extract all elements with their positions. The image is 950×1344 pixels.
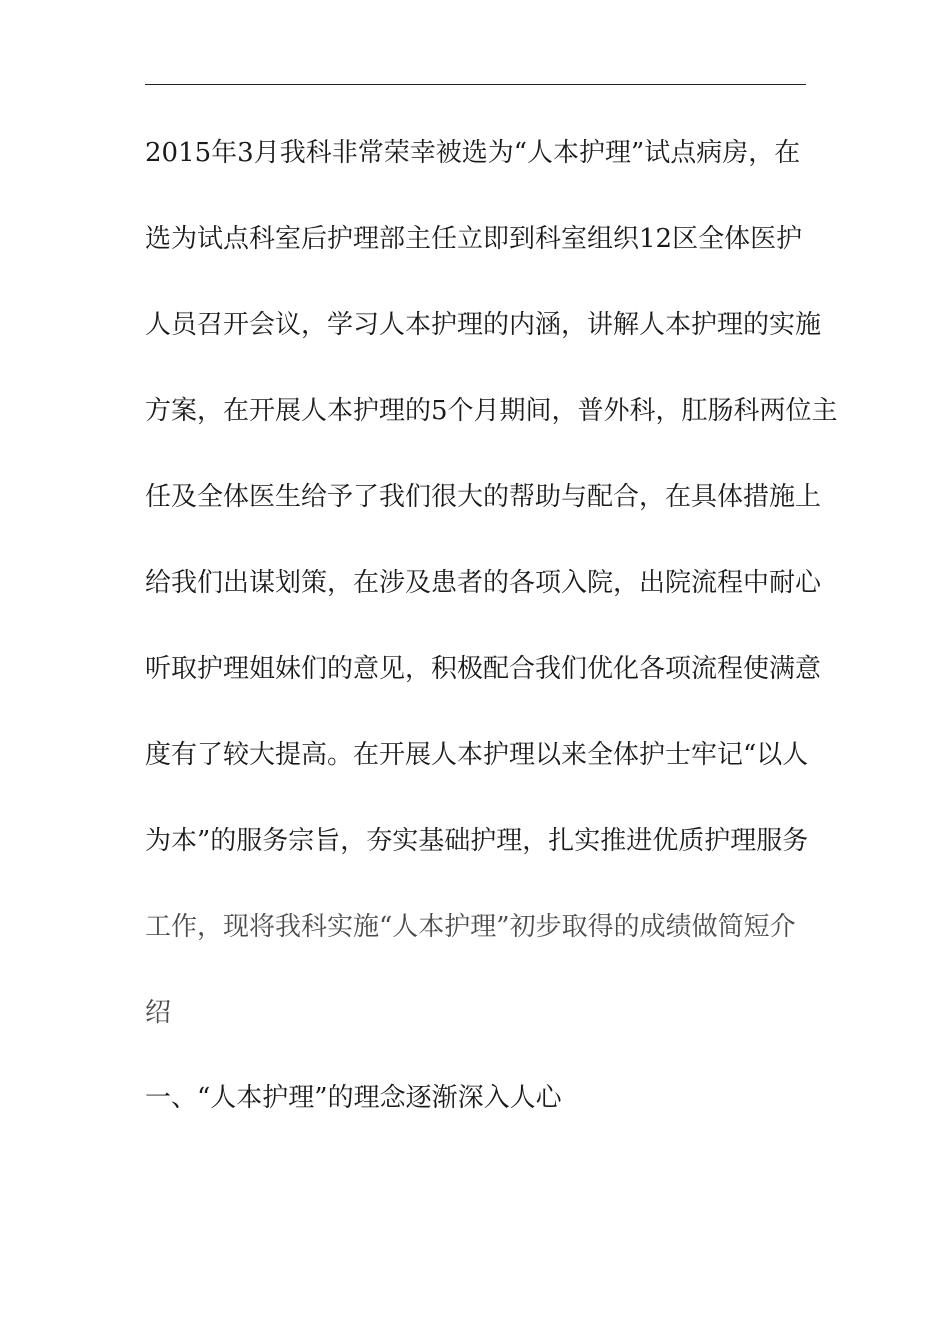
paragraph-line: 绍 bbox=[145, 998, 172, 1028]
paragraph-line: 选为试点科室后护理部主任立即到科室组织12区全体医护 bbox=[145, 224, 803, 254]
paragraph-line: 方案，在开展人本护理的5个月期间，普外科，肛肠科两位主 bbox=[145, 396, 838, 426]
paragraph-line: 给我们出谋划策，在涉及患者的各项入院，出院流程中耐心 bbox=[145, 568, 822, 598]
section-heading: 一、“人本护理”的理念逐渐深入人心 bbox=[145, 1083, 562, 1113]
paragraph-line: 人员召开会议，学习人本护理的内涵，讲解人本护理的实施 bbox=[145, 310, 822, 340]
header-rule bbox=[145, 84, 806, 85]
paragraph-line: 度有了较大提高。在开展人本护理以来全体护士牢记“以人 bbox=[145, 740, 809, 770]
paragraph-line: 听取护理姐妹们的意见，积极配合我们优化各项流程使满意 bbox=[145, 654, 822, 684]
body-paragraph bbox=[145, 124, 838, 1070]
paragraph-line: 任及全体医生给予了我们很大的帮助与配合，在具体措施上 bbox=[145, 482, 822, 512]
paragraph-line: 为本”的服务宗旨，夯实基础护理，扎实推进优质护理服务 bbox=[145, 826, 809, 856]
paragraph-line: 工作，现将我科实施“人本护理”初步取得的成绩做简短介 bbox=[145, 912, 796, 942]
paragraph-line: 2015年3月我科非常荣幸被选为“人本护理”试点病房，在 bbox=[145, 138, 801, 168]
